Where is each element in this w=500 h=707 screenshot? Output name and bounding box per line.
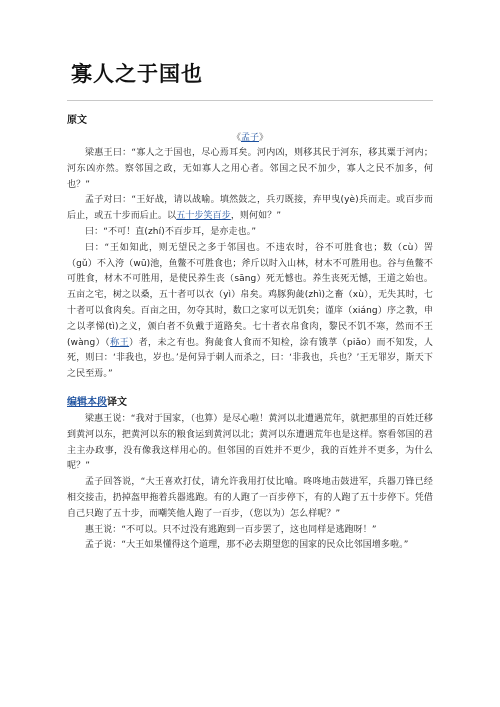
section-heading-translation [67,393,433,408]
section-heading-original: 原文 [67,115,87,126]
inline-link[interactable]: 称王 [110,337,130,348]
paragraph-text: 孟子对曰：“王好战，请以战喻。填然鼓之，兵刃既接，弃甲曳(yè)兵而走。或百步而后止，或五十步而后止。以 [67,195,433,222]
translation-heading-label: 译文 [107,396,127,408]
inline-link[interactable]: 五十步笑百步 [176,211,231,222]
original-paragraph [67,241,433,383]
paragraph-text: 曰：“不可！直(zhí)不百步耳，是亦走也。” [85,226,257,237]
translation-paragraph: 孟子回答说，“大王喜欢打仗，请允许我用打仗比喻。咚咚地击鼓进军，兵器刀锋已经相交接击，扔掉盔甲拖着兵器逃跑。有的人跑了一百步停下，有的人跑了五十步停下。凭借自己只跑了五十步，而嘲笑他人跑了一百步，（您以为）怎么样呢？” [67,477,433,519]
translation-paragraph: 惠王说：“不可以。只不过没有逃跑到一百步罢了，这也同样是逃跑呀！” [85,524,377,535]
source-open-bracket: 《 [231,133,241,143]
original-paragraph [67,225,433,241]
translation-paragraph: 孟子说：“大王如果懂得这个道理，那不必去期望您的国家的民众比邻国增多啦。” [85,540,409,551]
source-citation [67,130,433,146]
original-paragraph [67,146,433,193]
paragraph-text: 曰：“王如知此，则无望民之多于邻国也。不违农时，谷不可胜食也；数（cù）罟（gǔ）不入洿（wū)池，鱼鳖不可胜食也；斧斤以时入山林，材木不可胜用也。谷与鱼鳖不可胜食，材木不可胜用，是使民养生丧（sāng）死无憾也。养生丧死无憾，王道之始也。五亩之宅，树之以桑，五十者可以衣（yì）帛矣。鸡豚狗彘(zhì)之畜（xù），无失其时，七十者可以食肉矣。百亩之田，勿夺其时，数口之家可以无饥矣；谨庠（xiáng）序之教，申之以孝悌(tì)之义，颁白者不负戴于道路矣。七十者衣帛食肉，黎民不饥不寒，然而不王(wàng）（ [67,242,433,348]
edit-section-link[interactable]: 编辑本段 [67,396,107,408]
article [67,58,433,554]
page-title: 寡人之于国也 [71,61,203,86]
source-close-bracket: 》 [259,133,269,143]
original-text [67,146,433,383]
translation-paragraph: 梁惠王说：“我对于国家，（也算）是尽心啦！黄河以北遭遇荒年，就把那里的百姓迁移到黄河以东，把黄河以东的粮食运到黄河以北；黄河以东遭遇荒年也是这样。察看邻国的君主主办政事，没有像我这样用心的。但邻国的百姓并不更少，我的百姓并不更多，为什么呢？” [67,413,433,472]
paragraph-text: ）者，未之有也。狗彘食人食而不知检，涂有饿莩（piǎo）而不知发，人死，则曰：‘非我也，岁也。’是何异于刺人而杀之，曰：‘非我也，兵也？’王无罪岁，斯天下之民至焉。” [67,337,433,380]
source-link-mengzi[interactable]: 孟子 [240,133,259,143]
paragraph-text: 梁惠王曰：“寡人之于国也，尽心焉耳矣。河内凶，则移其民于河东，移其粟于河内；河东凶亦然。察邻国之政，无如寡人之用心者。邻国之民不加少，寡人之民不加多，何也？” [67,148,433,190]
title-divider [67,100,433,101]
paragraph-text: ，则何如？” [230,211,282,222]
original-paragraph [67,193,433,225]
translation-text [67,412,433,554]
